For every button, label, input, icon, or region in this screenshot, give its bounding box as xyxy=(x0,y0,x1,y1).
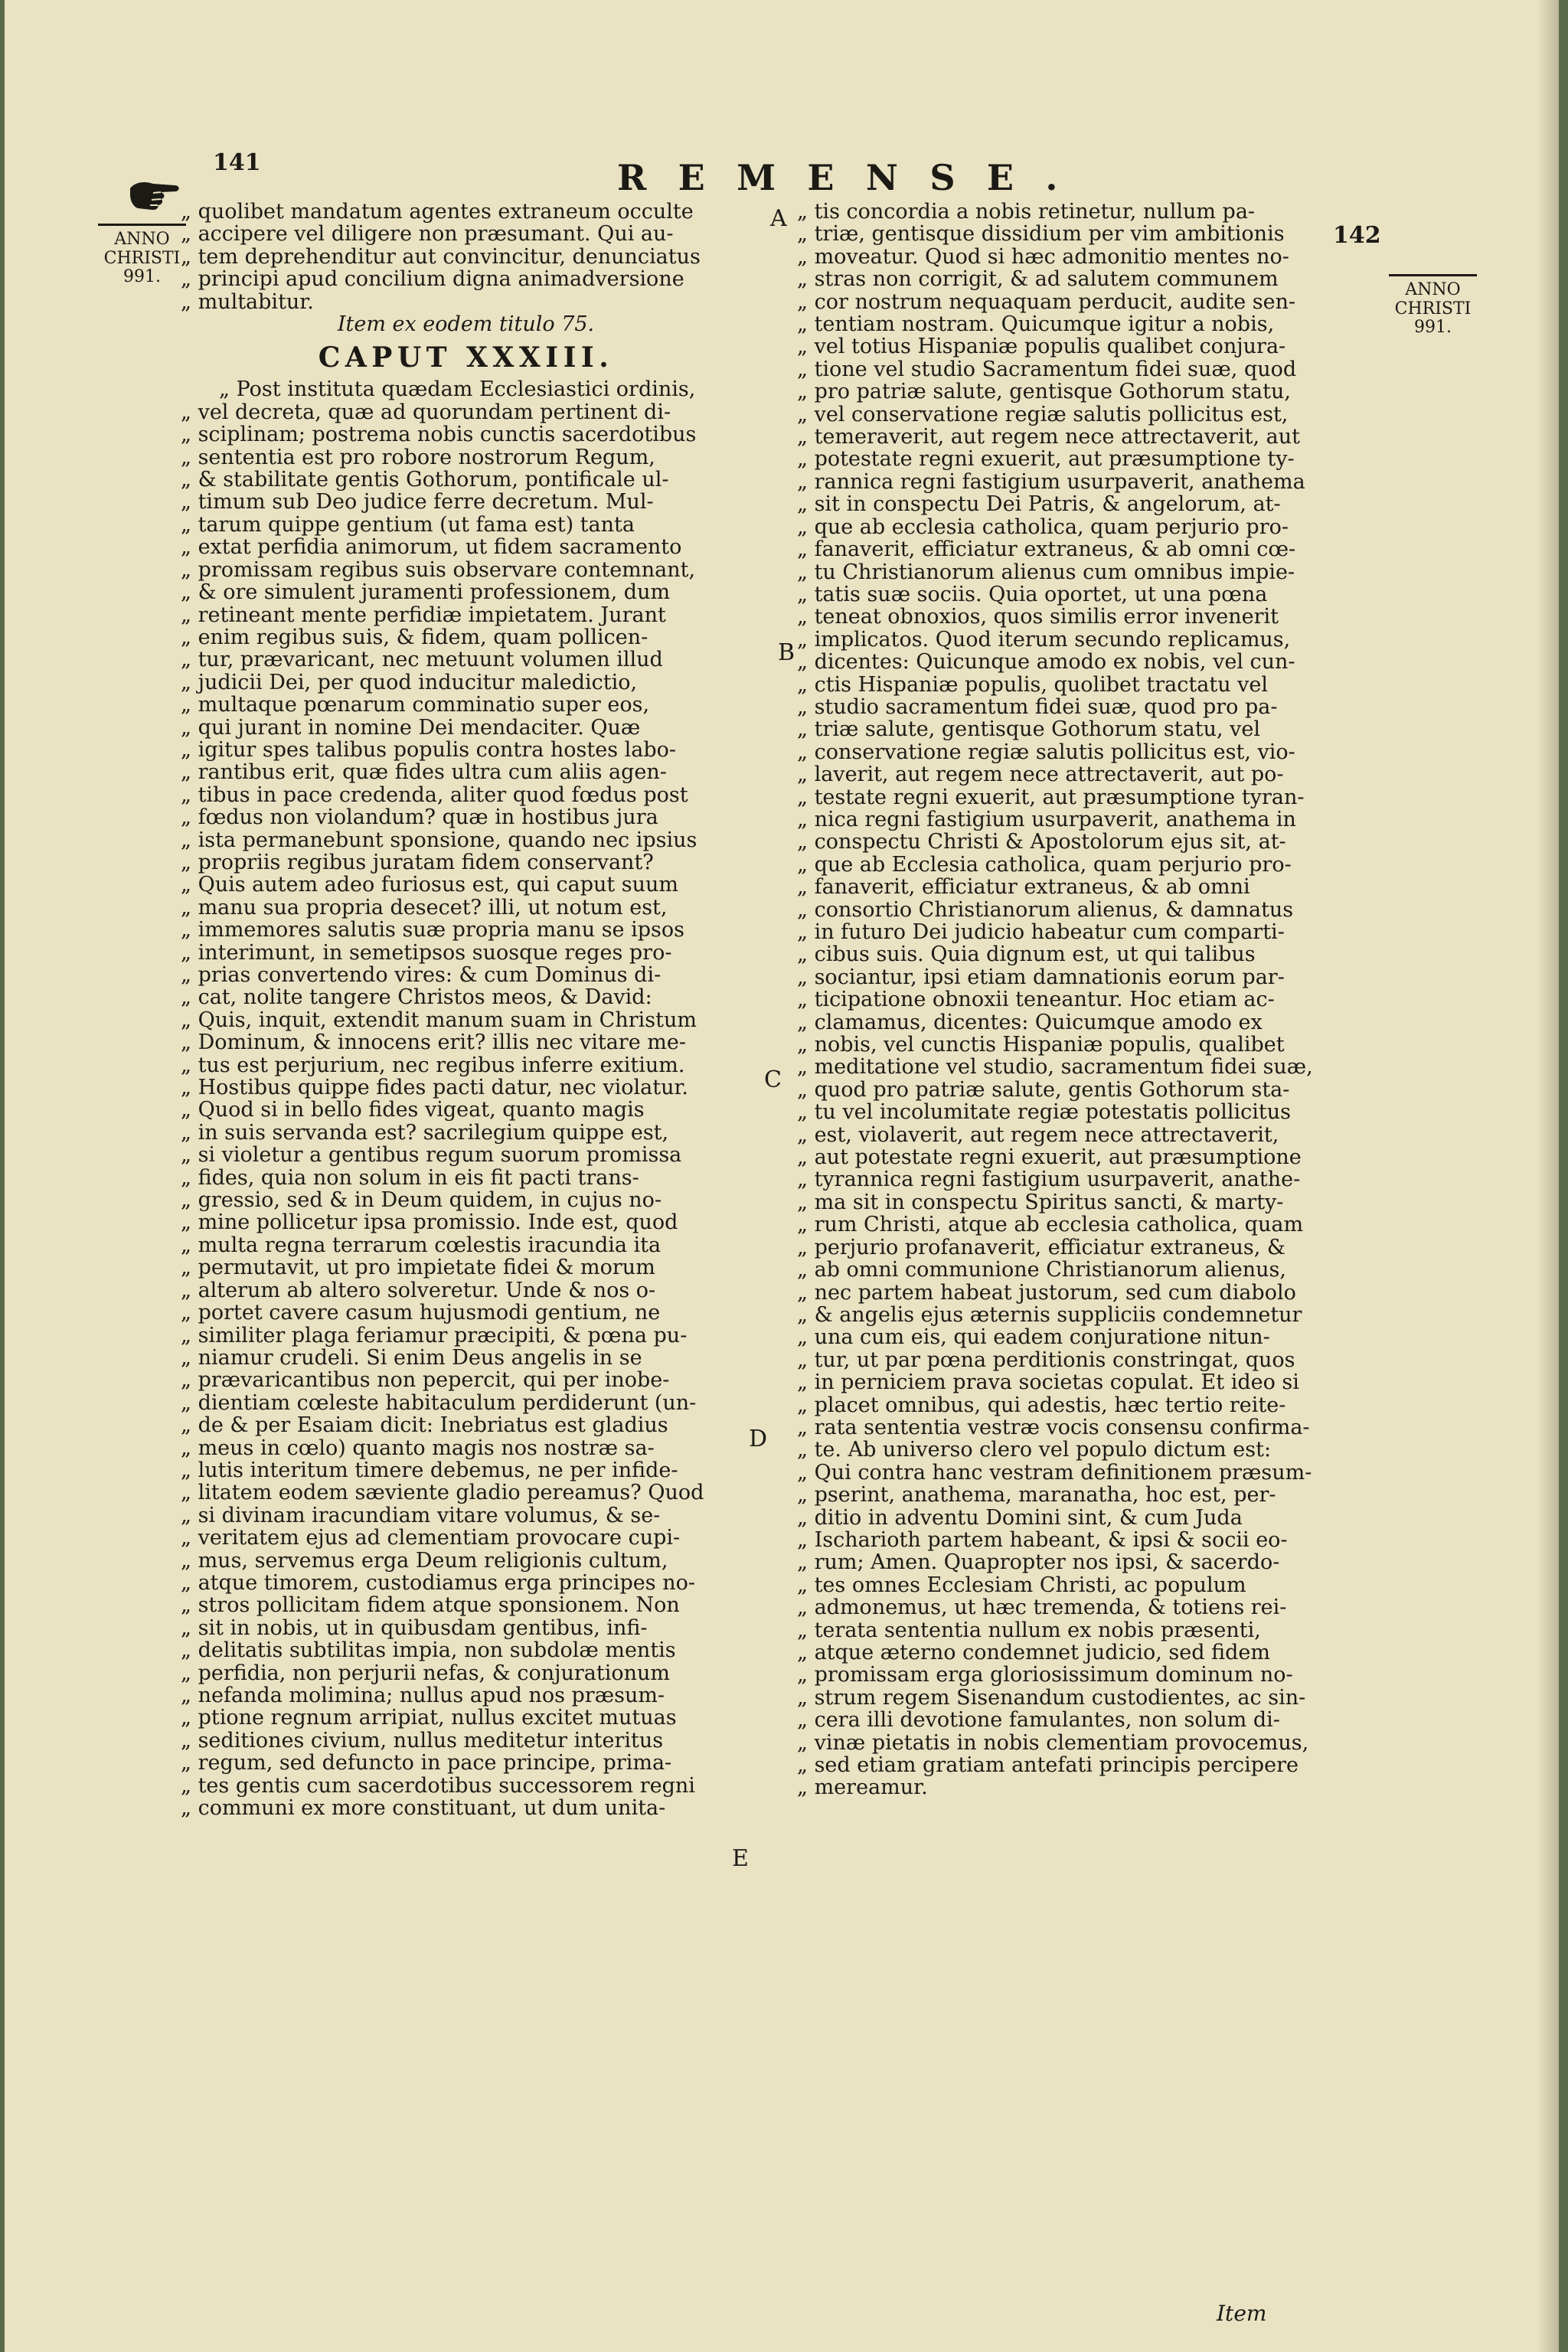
text-line: „ quolibet mandatum agentes extraneum occulte xyxy=(181,201,751,223)
text-line: „ Quod si in bello fides vigeat, quanto magis xyxy=(181,1099,751,1121)
text-line: „ consortio Christianorum alienus, & damnatus xyxy=(797,899,1367,921)
text-line: „ vel conservatione regiæ salutis pollicitus est, xyxy=(797,403,1367,426)
text-line: „ cera illi devotione famulantes, non solum di- xyxy=(797,1709,1367,1731)
text-line: „ si violetur a gentibus regum suorum promissa xyxy=(181,1144,751,1166)
text-line: „ communi ex more constituant, ut dum unita- xyxy=(181,1797,751,1819)
text-line: „ Quis autem adeo furiosus est, qui caput suum xyxy=(181,874,751,896)
text-line: „ in futuro Dei judicio habeatur cum comparti- xyxy=(797,921,1367,943)
text-line: „ multaque pœnarum comminatio super eos, xyxy=(181,694,751,716)
text-line: „ multa regna terrarum cœlestis iracundia ita xyxy=(181,1234,751,1256)
text-line: „ ditio in adventu Domini sint, & cum Juda xyxy=(797,1507,1367,1529)
text-line: „ tu Christianorum alienus cum omnibus impie- xyxy=(797,561,1367,583)
text-line: „ testate regni exuerit, aut præsumptione tyran- xyxy=(797,786,1367,808)
text-line: „ atque æterno condemnet judicio, sed fidem xyxy=(797,1642,1367,1664)
text-line: „ ptione regnum arripiat, nullus excitet mutuas xyxy=(181,1707,751,1729)
text-line: „ mus, servemus erga Deum religionis cultum, xyxy=(181,1550,751,1572)
text-line: „ que ab ecclesia catholica, quam perjurio pro- xyxy=(797,516,1367,538)
margin-rule xyxy=(98,224,186,226)
text-line: „ multabitur. xyxy=(181,291,751,313)
text-line: „ retineant mente perfidiæ impietatem. Jurant xyxy=(181,604,751,626)
text-line: „ tarum quippe gentium (ut fama est) tanta xyxy=(181,514,751,536)
text-line: „ tu vel incolumitate regiæ potestatis pollicitus xyxy=(797,1101,1367,1123)
text-line: „ stras non corrigit, & ad salutem communem xyxy=(797,268,1367,290)
text-line: „ clamamus, dicentes: Quicumque amodo ex xyxy=(797,1011,1367,1034)
text-line: „ rantibus erit, quæ fides ultra cum aliis agen- xyxy=(181,761,751,783)
text-line: „ rannica regni fastigium usurpaverit, anathema xyxy=(797,471,1367,493)
text-line: „ tes gentis cum sacerdotibus successorem regni xyxy=(181,1775,751,1797)
text-line: „ sociantur, ipsi etiam damnationis eorum par- xyxy=(797,966,1367,988)
text-line: „ Dominum, & innocens erit? illis nec vitare me- xyxy=(181,1031,751,1054)
text-line: „ nobis, vel cunctis Hispaniæ populis, qualibet xyxy=(797,1034,1367,1056)
text-line: „ conspectu Christi & Apostolorum ejus sit, at- xyxy=(797,831,1367,853)
margin-note-line: ANNO xyxy=(114,230,170,249)
text-line: „ de & per Esaiam dicit: Inebriatus est gladius xyxy=(181,1414,751,1436)
text-line: „ tes omnes Ecclesiam Christi, ac populum xyxy=(797,1574,1367,1596)
text-line: „ ma sit in conspectu Spiritus sancti, & marty- xyxy=(797,1191,1367,1214)
text-line: „ mereamur. xyxy=(797,1776,1367,1798)
chapter-heading: CAPUT XXXIII. xyxy=(318,341,614,374)
text-line: „ sit in conspectu Dei Patris, & angelorum, at- xyxy=(797,493,1367,515)
text-line: „ prævaricantibus non pepercit, qui per inobe- xyxy=(181,1369,751,1391)
text-line: „ meus in cœlo) quanto magis nos nostræ sa- xyxy=(181,1437,751,1459)
margin-note-line: CHRISTI xyxy=(1394,299,1472,318)
text-line: „ tus est perjurium, nec regibus inferre exitium. xyxy=(181,1054,751,1076)
text-line: „ atque timorem, custodiamus erga principes no- xyxy=(181,1572,751,1594)
margin-note-line: CHRISTI xyxy=(103,248,181,268)
text-line: „ Quis, inquit, extendit manum suam in Christum xyxy=(181,1009,751,1031)
text-line: „ rum; Amen. Quapropter nos ipsi, & sacerdo- xyxy=(797,1551,1367,1573)
text-line: „ tentiam nostram. Quicumque igitur a nobis, xyxy=(797,313,1367,335)
text-line: „ strum regem Sisenandum custodientes, ac sin- xyxy=(797,1687,1367,1709)
text-line: „ & stabilitate gentis Gothorum, pontificale ul- xyxy=(181,469,751,491)
text-line: „ portet cavere casum hujusmodi gentium, ne xyxy=(181,1302,751,1324)
text-line: „ fanaverit, efficiatur extraneus, & ab omni cœ- xyxy=(797,538,1367,560)
text-line: „ pro patriæ salute, gentisque Gothorum statu, xyxy=(797,381,1367,403)
text-line: „ est, violaverit, aut regem nece attrectaverit, xyxy=(797,1124,1367,1146)
text-line: „ tur, ut par pœna perditionis constringat, quos xyxy=(797,1349,1367,1371)
text-line: „ dientiam cœleste habitaculum perdiderunt (un- xyxy=(181,1392,751,1414)
text-line: „ que ab Ecclesia catholica, quam perjurio pro- xyxy=(797,854,1367,876)
text-line: „ moveatur. Quod si hæc admonitio mentes no- xyxy=(797,246,1367,268)
left-page-number: 141 xyxy=(213,149,261,176)
text-line: „ extat perfidia animorum, ut fidem sacramento xyxy=(181,536,751,558)
text-line: „ igitur spes talibus populis contra hostes labo- xyxy=(181,739,751,761)
text-line: „ rum Christi, atque ab ecclesia catholica, quam xyxy=(797,1214,1367,1236)
pointing-hand-icon xyxy=(127,178,182,211)
text-line: „ cat, nolite tangere Christos meos, & David: xyxy=(181,986,751,1008)
text-line: „ teneat obnoxios, quos similis error invenerit xyxy=(797,606,1367,628)
section-title: Item ex eodem titulo 75. xyxy=(337,312,595,337)
text-line: „ terata sententia nullum ex nobis præsenti, xyxy=(797,1619,1367,1642)
text-line: „ una cum eis, qui eadem conjuratione nitun- xyxy=(797,1326,1367,1348)
text-line: „ enim regibus suis, & fidem, quam pollicen- xyxy=(181,626,751,648)
text-line: „ tem deprehenditur aut convincitur, denunciatus xyxy=(181,246,751,268)
text-line: „ vinæ pietatis in nobis clementiam provocemus, xyxy=(797,1732,1367,1754)
text-line: „ nefanda molimina; nullus apud nos præsum- xyxy=(181,1684,751,1707)
text-line: „ potestate regni exuerit, aut præsumptione ty- xyxy=(797,448,1367,470)
text-line: „ sciplinam; postrema nobis cunctis sacerdotibus xyxy=(181,423,751,446)
text-line: „ ctis Hispaniæ populis, quolibet tractatu vel xyxy=(797,674,1367,696)
text-line: „ mine pollicetur ipsa promissio. Inde est, quod xyxy=(181,1211,751,1233)
text-line: „ tis concordia a nobis retinetur, nullum pa- xyxy=(797,201,1367,223)
text-line: „ propriis regibus juratam fidem conservant? xyxy=(181,851,751,874)
text-line: „ sententia est pro robore nostrorum Regum, xyxy=(181,446,751,469)
text-line: „ similiter plaga feriamur præcipiti, & pœna pu- xyxy=(181,1325,751,1347)
text-line: „ niamur crudeli. Si enim Deus angelis in se xyxy=(181,1347,751,1369)
text-line: „ fides, quia non solum in eis fit pacti trans- xyxy=(181,1167,751,1189)
text-line: „ timum sub Deo judice ferre decretum. Mul- xyxy=(181,491,751,513)
text-line: „ aut potestate regni exuerit, aut præsumptione xyxy=(797,1146,1367,1168)
text-line: „ fanaverit, efficiatur extraneus, & ab omni xyxy=(797,876,1367,898)
text-line: „ sit in nobis, ut in quibusdam gentibus, infi- xyxy=(181,1617,751,1639)
text-line: „ & angelis ejus æternis suppliciis condemnetur xyxy=(797,1304,1367,1326)
right-page-number: 142 xyxy=(1333,222,1381,249)
text-line: „ ab omni communione Christianorum alienus, xyxy=(797,1259,1367,1281)
text-line: „ cibus suis. Quia dignum est, ut qui talibus xyxy=(797,943,1367,965)
text-line: „ tione vel studio Sacramentum fidei suæ, quod xyxy=(797,358,1367,381)
text-line: „ implicatos. Quod iterum secundo replicamus, xyxy=(797,629,1367,651)
text-line: „ pserint, anathema, maranatha, hoc est, per- xyxy=(797,1484,1367,1506)
right-text-column xyxy=(797,201,1367,1799)
running-title: REMENSE. xyxy=(617,157,1089,198)
text-line: „ vel decreta, quæ ad quorundam pertinent di- xyxy=(181,401,751,423)
text-line: „ veritatem ejus ad clementiam provocare cupi- xyxy=(181,1527,751,1549)
text-line: „ sed etiam gratiam antefati principis percipere xyxy=(797,1754,1367,1776)
section-marker-b: B xyxy=(778,639,795,666)
text-line: „ permutavit, ut pro impietate fidei & morum xyxy=(181,1256,751,1279)
text-line: „ gressio, sed & in Deum quidem, in cujus no- xyxy=(181,1189,751,1211)
text-line: „ principi apud concilium digna animadversione xyxy=(181,268,751,290)
text-line: „ conservatione regiæ salutis pollicitus est, vio- xyxy=(797,741,1367,763)
text-line: „ stros pollicitam fidem atque sponsionem. Non xyxy=(181,1594,751,1616)
text-line: „ seditiones civium, nullus meditetur interitus xyxy=(181,1730,751,1752)
margin-note-line: 991. xyxy=(123,267,161,287)
text-line: „ promissam regibus suis observare contemnant, xyxy=(181,559,751,581)
text-line: „ tibus in pace credenda, aliter quod fœdus post xyxy=(181,784,751,806)
section-marker-c: C xyxy=(764,1067,782,1093)
text-line: „ triæ, gentisque dissidium per vim ambitionis xyxy=(797,223,1367,245)
margin-rule xyxy=(1389,274,1477,276)
right-margin-note xyxy=(1389,274,1477,338)
text-line: „ quod pro patriæ salute, gentis Gothorum sta- xyxy=(797,1079,1367,1101)
text-line: „ Hostibus quippe fides pacti datur, nec violatur. xyxy=(181,1076,751,1099)
text-line: „ in perniciem prava societas copulat. Et ideo si xyxy=(797,1371,1367,1393)
text-line: „ qui jurant in nomine Dei mendaciter. Quæ xyxy=(181,717,751,739)
text-line: „ regum, sed defuncto in pace principe, prima- xyxy=(181,1752,751,1774)
text-line: „ perjurio profanaverit, efficiatur extraneus, & xyxy=(797,1236,1367,1259)
text-line: „ ista permanebunt sponsione, quando nec ipsius xyxy=(181,829,751,851)
section-marker-d: D xyxy=(749,1426,768,1452)
catchword: Item xyxy=(1217,2301,1267,2326)
text-line: „ vel totius Hispaniæ populis qualibet conjura- xyxy=(797,335,1367,358)
text-line: „ judicii Dei, per quod inducitur maledictio, xyxy=(181,671,751,694)
text-line: „ lutis interitum timere debemus, ne per infide- xyxy=(181,1459,751,1481)
text-line: „ placet omnibus, qui adestis, hæc tertio reite- xyxy=(797,1394,1367,1416)
text-line: „ delitatis subtilitas impia, non subdolæ mentis xyxy=(181,1639,751,1661)
text-line: „ tatis suæ sociis. Quia oportet, ut una pœna xyxy=(797,583,1367,606)
text-line: „ meditatione vel studio, sacramentum fidei suæ, xyxy=(797,1056,1367,1078)
text-line: „ fœdus non violandum? quæ in hostibus jura xyxy=(181,806,751,828)
text-line: „ Post instituta quædam Ecclesiastici ordinis, xyxy=(181,378,751,400)
text-line: „ litatem eodem sæviente gladio pereamus? Quod xyxy=(181,1481,751,1504)
text-line: „ ticipatione obnoxii teneantur. Hoc etiam ac- xyxy=(797,988,1367,1011)
text-line: „ Ischarioth partem habeant, & ipsi & socii eo- xyxy=(797,1529,1367,1551)
text-line: „ nec partem habeat justorum, sed cum diabolo xyxy=(797,1282,1367,1304)
text-line: „ tyrannica regni fastigium usurpaverit, anathe- xyxy=(797,1168,1367,1191)
left-text-column xyxy=(181,201,751,1819)
margin-note-line: ANNO xyxy=(1405,280,1461,299)
text-line: „ tur, prævaricant, nec metuunt volumen illud xyxy=(181,648,751,671)
text-line: „ prias convertendo vires: & cum Dominus di- xyxy=(181,964,751,986)
text-line: „ & ore simulent juramenti professionem, dum xyxy=(181,581,751,603)
text-line: „ studio sacramentum fidei suæ, quod pro pa- xyxy=(797,696,1367,718)
text-line: „ te. Ab universo clero vel populo dictum est: xyxy=(797,1439,1367,1461)
margin-note-line: 991. xyxy=(1414,318,1452,338)
text-line: „ laverit, aut regem nece attrectaverit, aut po- xyxy=(797,763,1367,786)
section-marker-a: A xyxy=(770,205,787,232)
text-line: „ interimunt, in semetipsos suosque reges pro- xyxy=(181,942,751,964)
book-page xyxy=(5,0,1559,2352)
text-line: „ perfidia, non perjurii nefas, & conjurationum xyxy=(181,1662,751,1684)
text-line: „ triæ salute, gentisque Gothorum statu, vel xyxy=(797,718,1367,740)
text-line: „ in suis servanda est? sacrilegium quippe est, xyxy=(181,1122,751,1144)
text-line: „ admonemus, ut hæc tremenda, & totiens rei- xyxy=(797,1596,1367,1619)
text-line: „ manu sua propria desecet? illi, ut notum est, xyxy=(181,897,751,919)
text-line: „ immemores salutis suæ propria manu se ipsos xyxy=(181,919,751,941)
text-line: „ dicentes: Quicunque amodo ex nobis, vel cun- xyxy=(797,651,1367,673)
text-line: „ cor nostrum nequaquam perducit, audite sen- xyxy=(797,291,1367,313)
section-marker-e: E xyxy=(732,1845,749,1872)
text-line: „ promissam erga gloriosissimum dominum no- xyxy=(797,1664,1367,1686)
text-line: „ rata sententia vestræ vocis consensu confirma- xyxy=(797,1416,1367,1439)
text-line: „ temeraverit, aut regem nece attrectaverit, aut xyxy=(797,426,1367,448)
text-line: „ alterum ab altero solveretur. Unde & nos o- xyxy=(181,1279,751,1302)
text-line: „ Qui contra hanc vestram definitionem præsum- xyxy=(797,1462,1367,1484)
text-line: „ si divinam iracundiam vitare volumus, & se- xyxy=(181,1504,751,1527)
left-margin-note xyxy=(98,224,186,287)
text-line: „ nica regni fastigium usurpaverit, anathema in xyxy=(797,808,1367,831)
text-line: „ accipere vel diligere non præsumant. Qui au- xyxy=(181,223,751,245)
